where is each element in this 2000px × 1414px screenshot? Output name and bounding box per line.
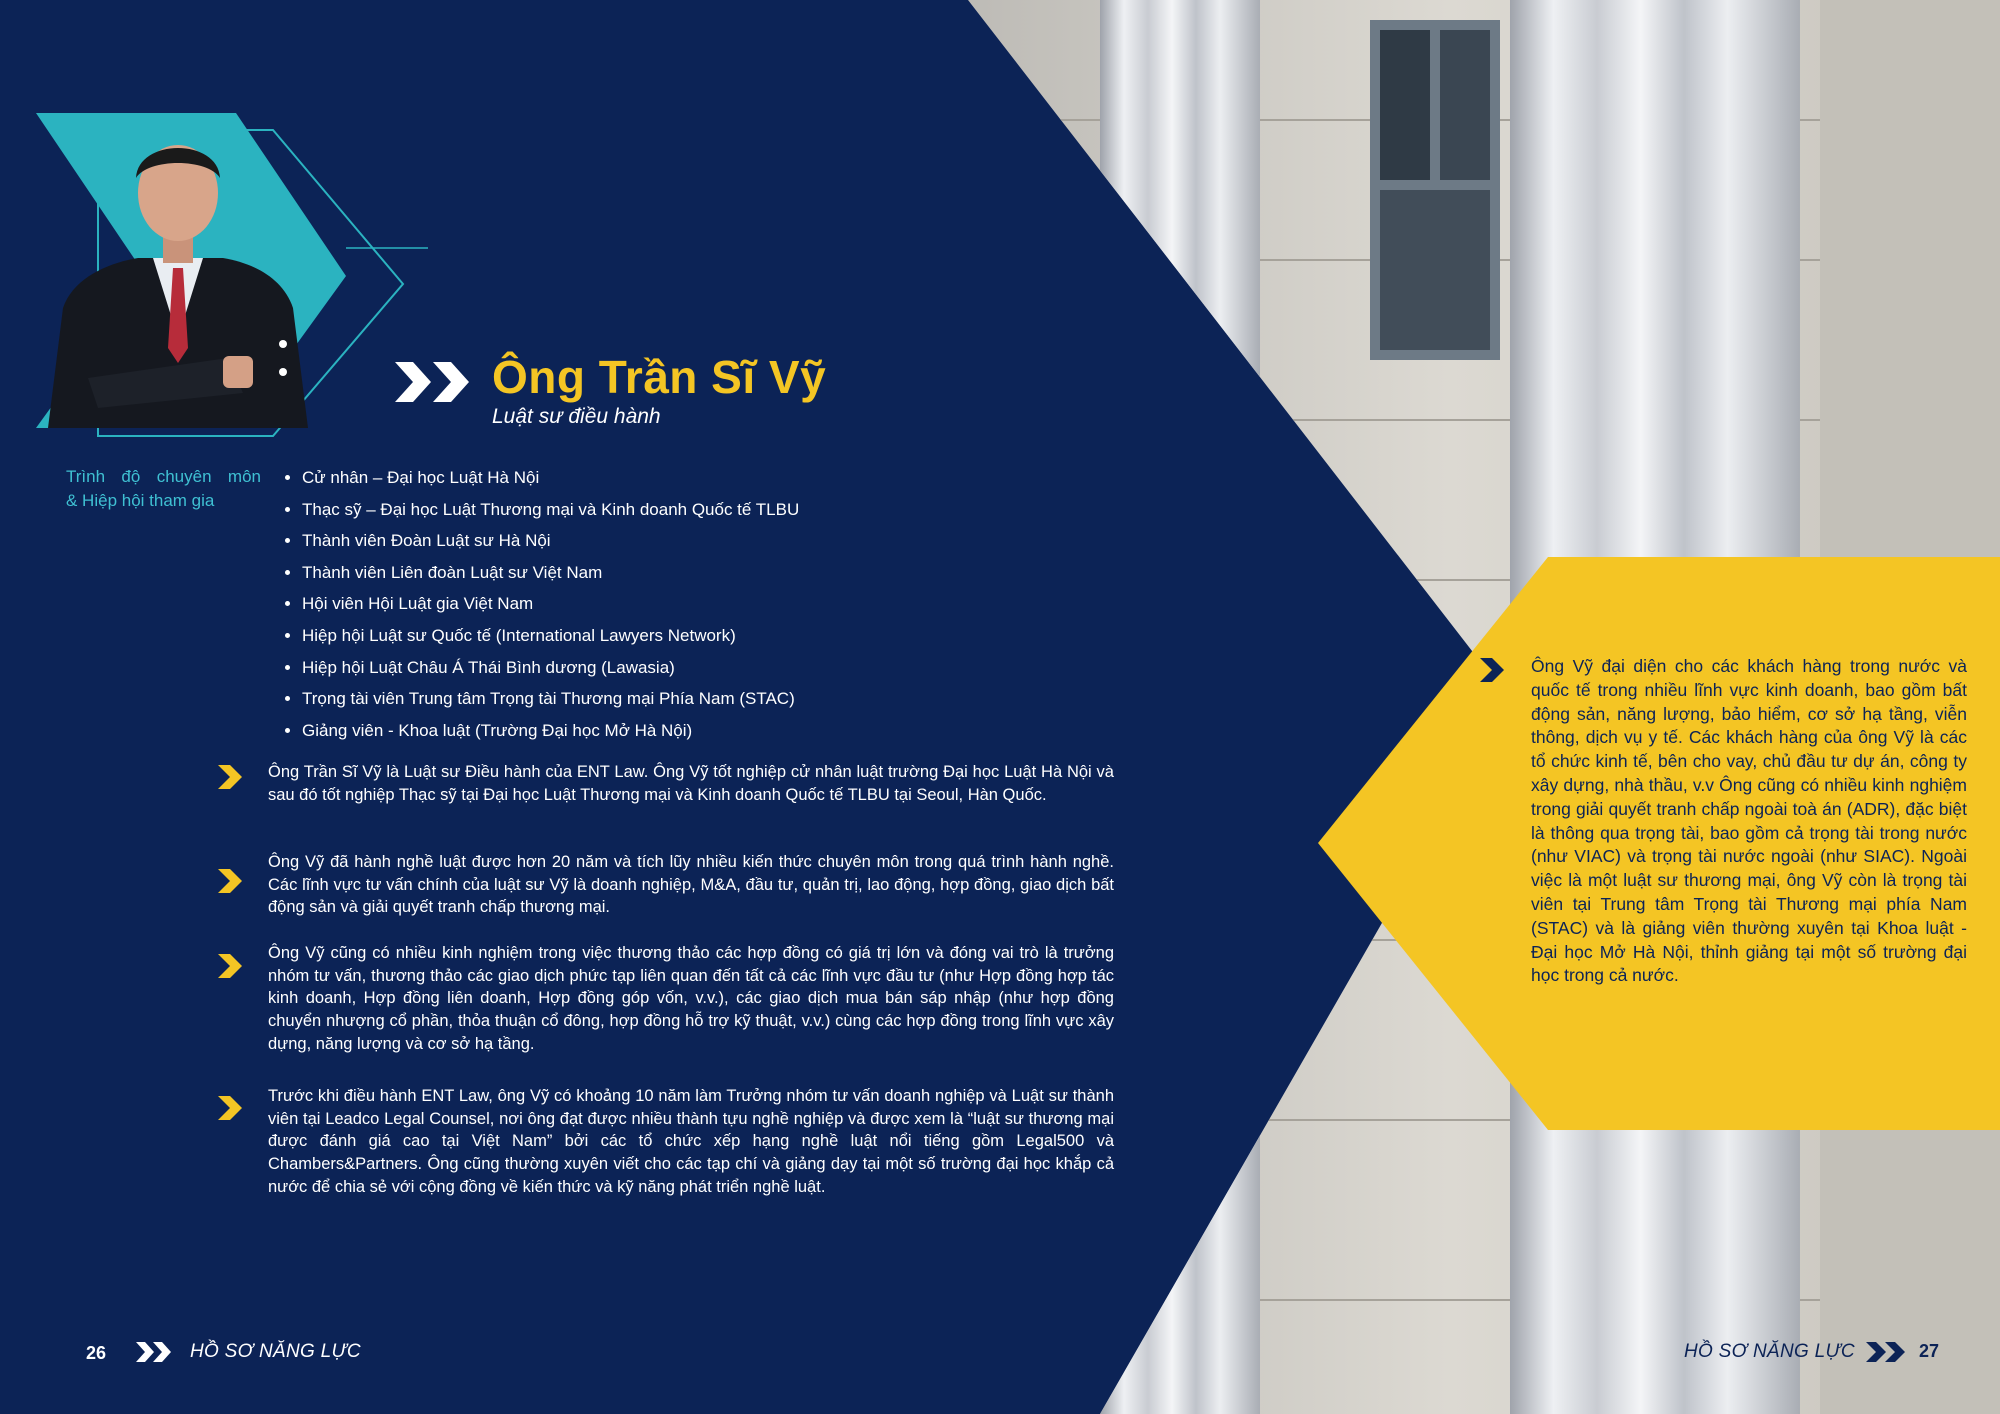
page-number-right: 27 [1919,1341,1940,1361]
list-item: • Trọng tài viên Trung tâm Trọng tài Thương mại Phía Nam (STAC) [302,683,799,715]
bio-paragraph-2: Ông Vỹ đã hành nghề luật được hơn 20 năm và tích lũy nhiều kiến thức chuyên môn trong quá trình hành nghề. Các lĩnh vực tư vấn chính của luật sư Vỹ là doanh nghiệp, M&A, đầu tư, quản trị, lao động, hợp đồng, giao dịch bất động sản và giải quyết tranh chấp thương mại. [268,853,1114,917]
footer-chevron-icon [136,1342,172,1362]
footer-label-right: HỒ SƠ NĂNG LỰC [1684,1341,1855,1362]
highlight-text: Ông Vỹ đại diện cho các khách hàng trong nước và quốc tế trong nhiều lĩnh vực kinh doanh, bao gồm bất động sản, năng lượng, bảo hiểm, cơ sở hạ tầng, viễn thông, dịch vụ y tế. Các khách hàng của ông Vỹ là các tổ chức kinh tế, bên cho vay, chủ đầu tư dự án, công ty xây dựng, nhà thầu, v.v Ông cũng có nhiều kinh nghiệm trong giải quyết tranh chấp ngoài toà án (ADR), đặc biệt là thông qua trọng tài, bao gồm cả trọng tài trong nước (như VIAC) và trọng tài nước ngoài (như SIAC). Ngoài việc là một luật sư thương mại, ông Vỹ còn là trọng tài viên tại Trung tâm Trọng tài Thương mại phía Nam (STAC) và là giảng viên thường xuyên tại Khoa luật - Đại học Mở Hà Nội, thỉnh giảng tại một số trường đại học trong cả nước. [1531,656,1967,986]
list-item: • Giảng viên - Khoa luật (Trường Đại học Mở Hà Nội) [302,715,799,747]
chevron-right-icon [218,1096,244,1120]
list-item: • Hội viên Hội Luật gia Việt Nam [302,588,799,620]
lawyer-role: Luật sư điều hành [492,405,661,428]
footer-label-left: HỒ SƠ NĂNG LỰC [190,1341,361,1362]
list-item: • Thành viên Liên đoàn Luật sư Việt Nam [302,557,799,589]
chevron-right-icon [218,765,244,789]
bio-paragraph-1: Ông Trần Sĩ Vỹ là Luật sư Điều hành của ENT Law. Ông Vỹ tốt nghiệp cử nhân luật trường Đại học Luật Hà Nội và sau đó tốt nghiệp Thạc sỹ tại Đại học Luật Thương mại và Kinh doanh Quốc tế TLBU tại Seoul, Hàn Quốc. [268,763,1114,804]
page-number-left: 26 [86,1343,107,1363]
qualifications-label: Trình độ chuyên môn & Hiệp hội tham gia [66,467,261,510]
chevron-right-icon [218,954,244,978]
qualifications-list [282,462,799,746]
chevron-right-icon [1480,658,1506,682]
list-item: • Cử nhân – Đại học Luật Hà Nội [302,462,799,494]
chevron-right-icon [218,869,244,893]
list-item: • Thành viên Đoàn Luật sư Hà Nội [302,525,799,557]
bio-paragraph-4: Trước khi điều hành ENT Law, ông Vỹ có khoảng 10 năm làm Trưởng nhóm tư vấn doanh nghiệp và Luật sư thành viên tại Leadco Legal Counsel, nơi ông đạt được nhiều thành tựu nghề nghiệp và được xem là “luật sư thương mại được đánh giá cao tại Việt Nam” bởi các tổ chức xếp hạng nghề luật nổi tiếng gồm Legal500 và Chambers&Partners. Ông cũng thường xuyên viết cho các tạp chí và giảng dạy tại một số trường đại học khắp cả nước để chia sẻ với cộng đồng về kiến thức và kỹ năng phát triển nghề luật. [268,1087,1114,1196]
title-chevron-icon [395,362,471,402]
portrait-frame [28,108,428,438]
list-item: • Hiệp hội Luật Châu Á Thái Bình dương (Lawasia) [302,652,799,684]
bio-paragraph-3: Ông Vỹ cũng có nhiều kinh nghiệm trong việc thương thảo các hợp đồng có giá trị lớn và đóng vai trò là trưởng nhóm tư vấn, thương thảo các giao dịch phức tạp liên quan đến tất cả các lĩnh vực đầu tư (như Hợp đồng hợp tác kinh doanh, Hợp đồng liên doanh, Hợp đồng góp vốn, v.v.), các giao dịch mua bán sáp nhập (như hợp đồng chuyển nhượng cổ phần, thỏa thuận cổ đông, hợp đồng hỗ trợ kỹ thuật, v.v.) cùng các hợp đồng trong lĩnh vực xây dựng, năng lượng và cơ sở hạ tầng. [268,944,1114,1053]
lawyer-name: Ông Trần Sĩ Vỹ [492,351,827,403]
footer-chevron-icon [1866,1342,1906,1362]
list-item: • Hiệp hội Luật sư Quốc tế (International Lawyers Network) [302,620,799,652]
list-item: • Thạc sỹ – Đại học Luật Thương mại và Kinh doanh Quốc tế TLBU [302,494,799,526]
